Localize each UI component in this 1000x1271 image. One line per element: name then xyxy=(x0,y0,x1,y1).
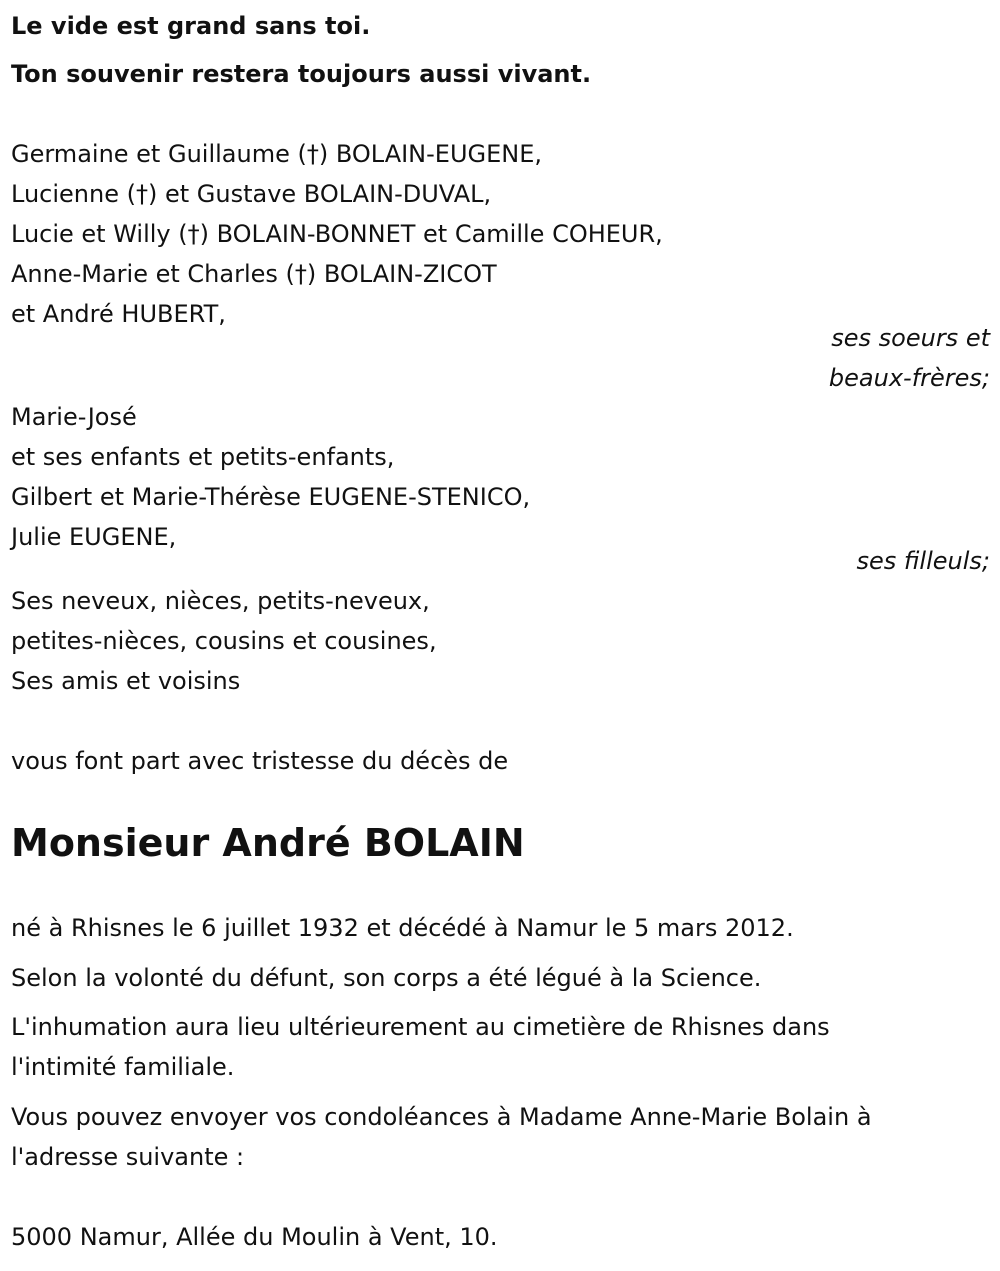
condolences-line-2: l'adresse suivante : xyxy=(11,1143,245,1171)
address-line: 5000 Namur, Allée du Moulin à Vent, 10. xyxy=(11,1223,498,1251)
relatives-line: Ses neveux, nièces, petits-neveux, xyxy=(11,587,430,615)
epitaph-line-1: Le vide est grand sans toi. xyxy=(11,12,371,40)
godchild-line: et ses enfants et petits-enfants, xyxy=(11,443,395,471)
birth-death-line: né à Rhisnes le 6 juillet 1932 et décédé à Namur le 5 mars 2012. xyxy=(11,914,794,942)
sibling-line: Germaine et Guillaume (†) BOLAIN-EUGENE, xyxy=(11,140,543,168)
relatives-line: Ses amis et voisins xyxy=(11,667,241,695)
godchild-line: Gilbert et Marie-Thérèse EUGENE-STENICO, xyxy=(11,483,531,511)
godchild-line: Julie EUGENE, xyxy=(11,523,177,551)
burial-line-2: l'intimité familiale. xyxy=(11,1053,235,1081)
deceased-name: Monsieur André BOLAIN xyxy=(11,821,525,865)
godchildren-role: ses filleuls; xyxy=(856,547,990,575)
siblings-role-line-1: ses soeurs et xyxy=(831,324,990,352)
burial-line-1: L'inhumation aura lieu ultérieurement au cimetière de Rhisnes dans xyxy=(11,1013,830,1041)
sibling-line: Anne-Marie et Charles (†) BOLAIN-ZICOT xyxy=(11,260,497,288)
science-line: Selon la volonté du défunt, son corps a été légué à la Science. xyxy=(11,964,762,992)
announcement: vous font part avec tristesse du décès de xyxy=(11,747,509,775)
sibling-line: Lucie et Willy (†) BOLAIN-BONNET et Camille COHEUR, xyxy=(11,220,663,248)
sibling-line: et André HUBERT, xyxy=(11,300,226,328)
relatives-line: petites-nièces, cousins et cousines, xyxy=(11,627,437,655)
epitaph-line-2: Ton souvenir restera toujours aussi vivant. xyxy=(11,60,592,88)
godchild-line: Marie-José xyxy=(11,403,137,431)
sibling-line: Lucienne (†) et Gustave BOLAIN-DUVAL, xyxy=(11,180,492,208)
siblings-role-line-2: beaux-frères; xyxy=(828,364,990,392)
condolences-line-1: Vous pouvez envoyer vos condoléances à Madame Anne-Marie Bolain à xyxy=(11,1103,872,1131)
